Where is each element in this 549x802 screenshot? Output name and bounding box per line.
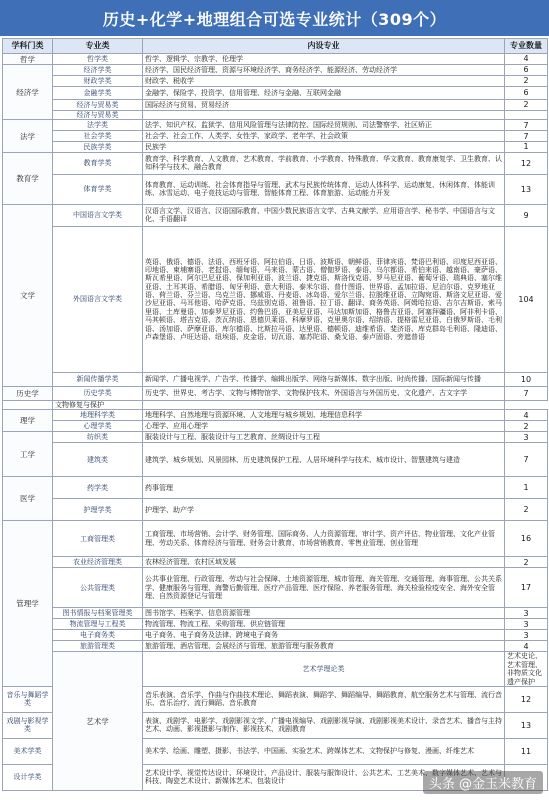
header-class: 专业类: [53, 39, 143, 54]
table-row: [3, 410, 548, 421]
class-cell: 民族学类: [53, 142, 143, 153]
count-cell: 3: [505, 619, 548, 630]
count-cell: 13: [505, 712, 548, 738]
class-cell: 药学类: [53, 477, 143, 499]
majors-cell: 历史学、世界史、考古学、文物与博物馆学、文物保护技术、外国语言与外国历史、文化遗产、古文字学: [143, 386, 505, 400]
class-cell: 外国语言文学类: [53, 226, 143, 372]
majors-cell: 国际经济与贸易、贸易经济: [143, 100, 505, 111]
class-cell: 纺织类: [53, 432, 143, 443]
class-cell: 旅游管理类: [53, 641, 143, 652]
class-cell: 物流管理与工程类: [53, 619, 143, 630]
majors-cell: 艺术设计学、视觉传达设计、环境设计、产品设计、服装与服饰设计、公共艺术、工艺美术、数字媒体艺术、艺术与科技、陶瓷艺术设计、新媒体艺术、包装设计: [143, 764, 505, 790]
class-cell: 金融学类: [53, 87, 143, 100]
count-cell: 1: [505, 142, 548, 153]
table-row: [3, 152, 548, 174]
category-cell: 艺术学: [53, 652, 143, 791]
class-cell: 财政学类: [53, 76, 143, 87]
table-row: [3, 432, 548, 443]
watermark: 头条 @金玉米教育: [423, 771, 543, 794]
majors-cell: 心理学、应用心理学: [143, 421, 505, 432]
majors-cell: 英语、俄语、德语、法语、西班牙语、阿拉伯语、日语、波斯语、朝鲜语、菲律宾语、梵语巴利语、印度尼西亚语、印地语、柬埔寨语、老挝语、缅甸语、马来语、蒙古语、僧伽罗语、泰语、乌尔都语、希伯来语、越南语、豪萨语、斯瓦希里语、阿尔巴尼亚语、保加利亚语、波兰语、捷克语、斯洛伐克语、罗马尼亚语、葡萄牙语、瑞典语、塞尔维亚语、土耳其语、希腊语、匈牙利语、意大利语、泰米尔语、普什图语、世界语、孟加拉语、尼泊尔语、克罗地亚语、荷兰语、芬兰语、乌克兰语、挪威语、丹麦语、冰岛语、爱尔兰语、拉脱维亚语、立陶宛语、斯洛文尼亚语、爱沙尼亚语、马耳他语、哈萨克语、乌兹别克语、祖鲁语、拉丁语、翻译、商务英语、阿姆哈拉语、吉尔吉斯语、索马里语、土库曼语、加泰罗尼亚语、约鲁巴语、亚美尼亚语、马达加斯加语、格鲁吉亚语、阿塞拜疆语、阿非利卡语、马其顿语、塔吉克语、茨瓦纳语、恩德贝莱语、科摩罗语、克里奥尔语、绍纳语、提格雷尼亚语、白俄罗斯语、毛利语、汤加语、萨摩亚语、库尔德语、比斯拉马语、达里语、德顿语、迪维希语、斐济语、库克群岛毛利语、隆迪语、卢森堡语、卢旺达语、纽埃语、皮金语、切瓦语、塞苏陀语、桑戈语、泰卢固语、旁遮普语: [143, 226, 505, 372]
count-cell: 2: [505, 557, 548, 568]
category-cell: 医学: [3, 477, 53, 521]
count-cell: 17: [505, 568, 548, 608]
table-row: [3, 568, 548, 608]
majors-cell: 美术学、绘画、雕塑、摄影、书法学、中国画、实验艺术、跨媒体艺术、文物保护与修复、漫画、纤维艺术: [143, 738, 505, 764]
majors-cell: 护理学、助产学: [143, 499, 505, 521]
count-cell: [505, 111, 548, 120]
majors-cell: 图书馆学、档案学、信息资源管理: [143, 608, 505, 619]
count-cell: 2: [505, 76, 548, 87]
class-cell: 历史学类: [53, 386, 143, 400]
table-row: [3, 557, 548, 568]
count-cell: 16: [505, 521, 548, 557]
table-row: [3, 54, 548, 65]
category-cell: 法学: [3, 120, 53, 153]
table-row: [3, 65, 548, 76]
class-cell: 体育学类: [53, 174, 143, 204]
count-cell: 3: [505, 630, 548, 641]
count-cell: 3: [505, 608, 548, 619]
count-cell: 7: [505, 443, 548, 477]
majors-cell: 工商管理、市场营销、会计学、财务管理、国际商务、人力资源管理、审计学、资产评估、物业管理、文化产业管理、劳动关系、体育经济与管理、财务会计教育、市场营销教育、零售业管理、创业管理: [143, 521, 505, 557]
count-cell: 7: [505, 386, 548, 400]
header-count: 专业数量: [505, 39, 548, 54]
table-row: [3, 131, 548, 142]
class-cell: 公共管理类: [53, 568, 143, 608]
table-row: [3, 120, 548, 131]
table-row: [3, 619, 548, 630]
count-cell: 2: [505, 421, 548, 432]
count-cell: 9: [505, 204, 548, 226]
count-cell: 104: [505, 226, 548, 372]
majors-cell: 表演、戏剧学、电影学、戏剧影视文学、广播电视编导、戏剧影视导演、戏剧影视美术设计、录音艺术、播音与主持艺术、动画、影视摄影与制作、影视技术、戏剧教育: [143, 712, 505, 738]
class-cell: 经济与贸易类: [53, 111, 143, 120]
count-cell: 1: [505, 477, 548, 499]
class-cell: 法学类: [53, 120, 143, 131]
majors-cell: 音乐表演、音乐学、作曲与作曲技术理论、舞蹈表演、舞蹈学、舞蹈编导、舞蹈教育、航空服务艺术与管理、流行音乐、音乐治疗、流行舞蹈、音乐教育: [143, 686, 505, 712]
class-cell: 护理学类: [53, 499, 143, 521]
class-cell: 哲学类: [53, 54, 143, 65]
category-cell: 经济学: [3, 65, 53, 120]
majors-cell: 社会学、社会工作、人类学、女性学、家政学、老年学、社会政策: [143, 131, 505, 142]
majors-cell: [143, 111, 505, 120]
count-cell: 2: [505, 499, 548, 521]
count-cell: 6: [505, 87, 548, 100]
table-row: [3, 226, 548, 372]
majors-cell: 金融学、保险学、投资学、信用管理、经济与金融、互联网金融: [143, 87, 505, 100]
count-cell: 11: [505, 738, 548, 764]
category-cell: 文学: [3, 204, 53, 386]
page-title: 历史+化学+地理组合可选专业统计（309个）: [0, 0, 549, 36]
count-cell: 7: [505, 131, 548, 142]
class-cell: 艺术学理论类: [143, 652, 505, 687]
majors-cell: 建筑学、城乡规划、风景园林、历史建筑保护工程、人居环境科学与技术、城市设计、智慧建筑与建造: [143, 443, 505, 477]
table-row: [3, 100, 548, 111]
category-cell: 历史学: [3, 386, 53, 400]
majors-cell: 文物修复与保护: [53, 400, 143, 409]
table-row: [3, 652, 548, 687]
majors-cell: 农林经济管理、农村区域发展: [143, 557, 505, 568]
table-row: [3, 400, 548, 409]
table-row: [3, 477, 548, 499]
class-cell: 经济学类: [53, 65, 143, 76]
count-cell: [143, 400, 505, 409]
count-cell: 12: [505, 686, 548, 712]
table-row: [3, 386, 548, 400]
class-cell: [3, 400, 53, 409]
table-row: [3, 521, 548, 557]
count-cell: 4: [505, 54, 548, 65]
majors-cell: 经济学、国民经济管理、资源与环境经济学、商务经济学、能源经济、劳动经济学: [143, 65, 505, 76]
count-cell: 10: [505, 372, 548, 386]
table-body: [3, 54, 548, 791]
table-row: [3, 142, 548, 153]
table-row: [3, 443, 548, 477]
category-cell: 哲学: [3, 54, 53, 65]
category-cell: 工学: [3, 432, 53, 477]
majors-cell: 艺术史论、艺术管理、非物质文化遗产保护: [505, 652, 548, 687]
majors-cell: 民族学: [143, 142, 505, 153]
count-cell: 4: [505, 641, 548, 652]
class-cell: 设计学类: [3, 764, 53, 790]
table-row: [3, 630, 548, 641]
majors-cell: 教育学、科学教育、人文教育、艺术教育、学前教育、小学教育、特殊教育、华文教育、教育康复学、卫生教育、认知科学与技术、融合教育: [143, 152, 505, 174]
class-cell: 音乐与舞蹈学类: [3, 686, 53, 712]
table-header-row: [3, 39, 548, 54]
table-row: [3, 76, 548, 87]
majors-cell: 旅游管理、酒店管理、会展经济与管理、旅游管理与服务教育: [143, 641, 505, 652]
majors-cell: 电子商务、电子商务及法律、跨境电子商务: [143, 630, 505, 641]
class-cell: 教育学类: [53, 152, 143, 174]
class-cell: 农业经济管理类: [53, 557, 143, 568]
count-cell: 2: [505, 100, 548, 111]
majors-cell: 公共事业管理、行政管理、劳动与社会保障、土地资源管理、城市管理、海关管理、交通管理、海事管理、公共关系学、健康服务与管理、海警后勤管理、医疗产品管理、医疗保险、养老服务管理、海关检验检疫安全、海外安全管理、自然资源登记与管理: [143, 568, 505, 608]
count-cell: 3: [505, 432, 548, 443]
category-cell: 管理学: [3, 521, 53, 687]
majors-cell: 财政学、税收学: [143, 76, 505, 87]
count-cell: 4: [505, 410, 548, 421]
class-cell: 电子商务类: [53, 630, 143, 641]
majors-table: [2, 38, 548, 791]
majors-cell: 体育教育、运动训练、社会体育指导与管理、武术与民族传统体育、运动人体科学、运动康复、休闲体育、体能训练、冰雪运动、电子竞技运动与管理、智能体育工程、体育旅游、运动能力开发: [143, 174, 505, 204]
count-cell: 7: [505, 120, 548, 131]
table-row: [3, 372, 548, 386]
table-row: [3, 204, 548, 226]
majors-cell: 地理科学、自然地理与资源环境、人文地理与城乡规划、地理信息科学: [143, 410, 505, 421]
class-cell: 工商管理类: [53, 521, 143, 557]
table-row: [3, 421, 548, 432]
class-cell: 社会学类: [53, 131, 143, 142]
majors-cell: 汉语言文学、汉语言、汉语国际教育、中国少数民族语言文学、古典文献学、应用语言学、秘书学、中国语言与文化、手语翻译: [143, 204, 505, 226]
class-cell: 建筑类: [53, 443, 143, 477]
count-cell: 12: [505, 152, 548, 174]
table-row: [3, 174, 548, 204]
majors-cell: 哲学、逻辑学、宗教学、伦理学: [143, 54, 505, 65]
category-cell: 教育学: [3, 152, 53, 204]
class-cell: 地理科学类: [53, 410, 143, 421]
class-cell: 中国语言文学类: [53, 204, 143, 226]
class-cell: 经济与贸易类: [53, 100, 143, 111]
class-cell: 新闻传播学类: [53, 372, 143, 386]
class-cell: 戏剧与影视学类: [3, 712, 53, 738]
majors-cell: 新闻学、广播电视学、广告学、传播学、编辑出版学、网络与新媒体、数字出版、时尚传播、国际新闻与传播: [143, 372, 505, 386]
table-row: [3, 499, 548, 521]
majors-cell: 药事管理: [143, 477, 505, 499]
count-cell: 6: [505, 65, 548, 76]
category-cell: 理学: [3, 410, 53, 432]
majors-cell: 物流管理、物流工程、采购管理、供应链管理: [143, 619, 505, 630]
header-majors: 内设专业: [143, 39, 505, 54]
table-row: [3, 608, 548, 619]
table-row: [3, 111, 548, 120]
header-category: 学科门类: [3, 39, 53, 54]
class-cell: 美术学类: [3, 738, 53, 764]
majors-cell: 法学、知识产权、监狱学、信用风险管理与法律防控、国际经贸规则、司法警察学、社区矫正: [143, 120, 505, 131]
table-row: [3, 87, 548, 100]
table-row: [3, 641, 548, 652]
class-cell: 图书情报与档案管理类: [53, 608, 143, 619]
class-cell: 心理学类: [53, 421, 143, 432]
majors-cell: 服装设计与工程、服装设计与工艺教育、丝绸设计与工程: [143, 432, 505, 443]
count-cell: 13: [505, 174, 548, 204]
